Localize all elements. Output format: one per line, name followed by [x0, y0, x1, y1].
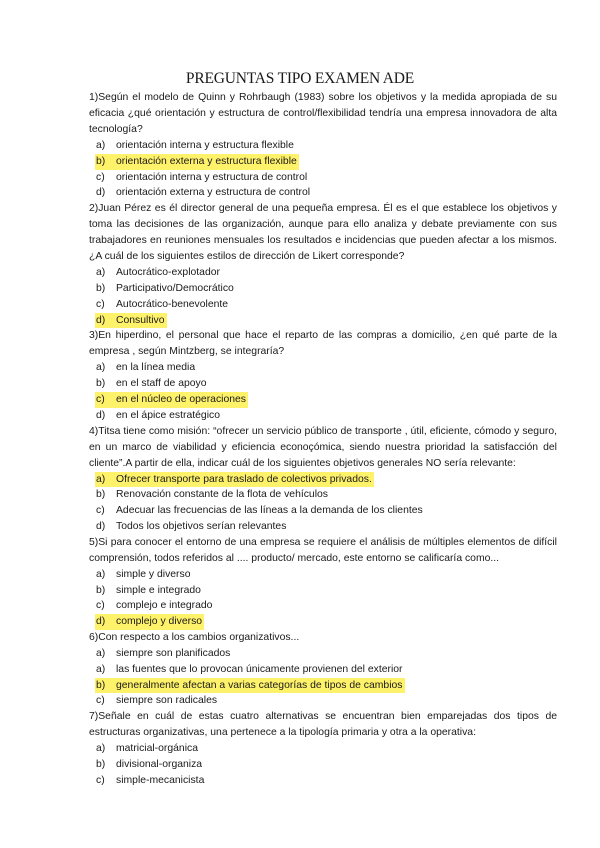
option-text: orientación interna y estructura flexible	[116, 140, 294, 151]
option-letter: d)	[96, 187, 106, 199]
option-text: Autocrático-explotador	[116, 267, 220, 279]
option-text: en el ápice estratégico	[116, 409, 220, 421]
answer-text-wrap	[95, 360, 197, 376]
option-text: en el staff de apoyo	[116, 378, 207, 390]
question-text: 6)Con respecto a los cambios organizativos...	[89, 631, 300, 643]
answer-text-wrap	[95, 185, 312, 201]
option-letter: a)	[96, 362, 106, 374]
option-text: complejo y diverso	[116, 616, 203, 628]
answer-text-wrap	[95, 519, 288, 535]
document-title: PREGUNTAS TIPO EXAMEN ADE	[185, 70, 415, 87]
answer-option	[89, 757, 557, 773]
option-text: orientación externa y estructura de control	[116, 187, 311, 199]
answer-option	[89, 519, 557, 535]
option-text: Ofrecer transporte para traslado de colectivos privados.	[116, 473, 372, 485]
answer-option	[89, 598, 557, 614]
question-block	[89, 328, 557, 423]
option-letter: a)	[96, 473, 106, 485]
question-block	[89, 630, 557, 709]
answer-options	[89, 138, 557, 201]
question-text: 5)Si para conocer el entorno de una empresa se requiere el análisis de múltiples elementos de difícil comprensión, todos referidos al .... producto/ mercado, este entorno se calificaría como...	[89, 536, 557, 564]
answer-option-correct	[89, 614, 557, 630]
answer-option-correct	[89, 392, 557, 408]
answer-text-wrap	[95, 503, 425, 519]
option-text: matricial-orgánica	[116, 743, 198, 755]
option-letter: b)	[96, 489, 106, 501]
option-text: siempre son planificados	[116, 647, 231, 659]
highlighted-answer	[95, 313, 167, 329]
answer-options	[89, 646, 557, 709]
option-text: Adecuar las frecuencias de las líneas a la demanda de los clientes	[116, 505, 423, 517]
answer-text-wrap	[95, 487, 330, 503]
answer-option	[89, 741, 557, 757]
option-text: simple-mecanicista	[116, 774, 205, 786]
question-block	[89, 535, 557, 630]
answer-options	[89, 360, 557, 423]
option-text: generalmente afectan a varias categorías de tipos de cambios	[116, 679, 403, 691]
answer-option	[89, 662, 557, 678]
answer-option	[89, 693, 557, 709]
option-letter: a)	[96, 663, 106, 675]
question-text: 3)En hiperdino, el personal que hace el reparto de las compras a domicilio, ¿en qué parte de la empresa , según Mintzberg, se integraría?	[89, 330, 557, 358]
option-text: Renovación constante de la flota de vehículos	[116, 489, 328, 501]
option-letter: b)	[96, 679, 106, 691]
option-letter: d)	[96, 616, 106, 628]
option-letter: a)	[96, 647, 106, 659]
answer-text-wrap	[95, 693, 219, 709]
option-text: Autocrático-benevolente	[116, 298, 229, 310]
option-text: Todos los objetivos serían relevantes	[116, 520, 287, 532]
answer-option	[89, 376, 557, 392]
question-text: 4)Titsa tiene como misión: “ofrecer un servicio público de transporte , útil, eficiente, cómodo y seguro, en un marco de viabilidad y eficiencia econoçómica, siendo nuestra prioridad la satisfacción del cliente”.A partir de ella, indicar cuál de los siguientes objetivos generales NO sería relevante:	[89, 425, 557, 469]
answer-option	[89, 646, 557, 662]
option-letter: a)	[96, 140, 106, 151]
option-letter: b)	[96, 282, 106, 294]
option-text: en el núcleo de operaciones	[116, 393, 246, 405]
option-letter: a)	[96, 743, 106, 755]
answer-text-wrap	[95, 662, 405, 678]
question-text: 7)Señale en cuál de estas cuatro alternativas se encuentran bien emparejadas dos tipos de estructuras organizativas, una pertenece a la tipología primaria y otra a la operativa:	[89, 711, 557, 739]
answer-options	[89, 265, 557, 328]
option-letter: b)	[96, 155, 106, 167]
question-text: 2)Juan Pérez es él director general de una pequeña empresa. Él es el que establece los objetivos y toma las decisiones de las organización, aunque para ello analiza y debate previamente con sus trabajadores en reuniones mensuales los resultados e incidencias que pueden afectar a los mismos. ¿A cuál de los siguientes estilos de dirección de Likert corresponde?	[89, 203, 557, 263]
question-block	[89, 424, 557, 535]
highlighted-answer	[95, 678, 405, 694]
answer-text-wrap	[95, 598, 214, 614]
answer-text-wrap	[95, 138, 296, 154]
question-list	[89, 90, 557, 789]
answer-option	[89, 281, 557, 297]
answer-option	[89, 360, 557, 376]
question-block	[89, 709, 557, 788]
answer-option	[89, 408, 557, 424]
option-letter: b)	[96, 378, 106, 390]
highlighted-answer	[95, 472, 374, 488]
answer-text-wrap	[95, 583, 203, 599]
answer-options	[89, 472, 557, 535]
question-block	[89, 90, 557, 201]
answer-text-wrap	[95, 741, 200, 757]
answer-text-wrap	[95, 281, 236, 297]
answer-option	[89, 583, 557, 599]
answer-option-correct	[89, 678, 557, 694]
option-letter: c)	[96, 695, 105, 707]
answer-text-wrap	[95, 646, 232, 662]
answer-text-wrap	[95, 408, 222, 424]
option-letter: c)	[96, 298, 105, 310]
option-text: simple e integrado	[116, 584, 201, 596]
answer-text-wrap	[95, 757, 204, 773]
answer-option	[89, 567, 557, 583]
answer-option	[89, 170, 557, 186]
answer-text-wrap	[95, 265, 222, 281]
option-letter: b)	[96, 758, 106, 770]
answer-options	[89, 567, 557, 630]
answer-option	[89, 185, 557, 201]
option-letter: c)	[96, 393, 105, 405]
answer-option-correct	[89, 154, 557, 170]
highlighted-answer	[95, 614, 204, 630]
option-letter: c)	[96, 600, 105, 612]
answer-option	[89, 503, 557, 519]
option-text: las fuentes que lo provocan únicamente provienen del exterior	[116, 663, 403, 675]
option-text: simple y diverso	[116, 568, 191, 580]
option-text: orientación interna y estructura de control	[116, 171, 308, 183]
answer-option-correct	[89, 472, 557, 488]
highlighted-answer	[95, 154, 299, 170]
option-letter: a)	[96, 568, 106, 580]
option-letter: b)	[96, 584, 106, 596]
answer-text-wrap	[95, 773, 206, 789]
answer-option	[89, 487, 557, 503]
option-text: siempre son radicales	[116, 695, 218, 707]
answer-option	[89, 773, 557, 789]
option-letter: d)	[96, 409, 106, 421]
question-block	[89, 201, 557, 328]
highlighted-answer	[95, 392, 248, 408]
option-text: en la línea media	[116, 362, 196, 374]
option-letter: c)	[96, 171, 105, 183]
option-letter: d)	[96, 314, 106, 326]
option-text: complejo e integrado	[116, 600, 213, 612]
answer-option-correct	[89, 313, 557, 329]
option-letter: c)	[96, 505, 105, 517]
answer-text-wrap	[95, 567, 193, 583]
answer-text-wrap	[95, 297, 230, 313]
answer-option	[89, 297, 557, 313]
answer-option	[89, 138, 557, 154]
option-letter: a)	[96, 267, 106, 279]
option-text: orientación externa y estructura flexible	[116, 155, 297, 167]
answer-option	[89, 265, 557, 281]
question-text: 1)Según el modelo de Quinn y Rohrbaugh (1983) sobre los objetivos y la medida apropiada de su eficacia ¿qué orientación y estructura de control/flexibilidad tendría una empresa innovadora de alta tecnología?	[89, 92, 557, 135]
option-text: Participativo/Democrático	[116, 282, 234, 294]
answer-text-wrap	[95, 376, 209, 392]
option-text: Consultivo	[116, 314, 165, 326]
option-text: divisional-organiza	[116, 758, 203, 770]
option-letter: c)	[96, 774, 105, 786]
option-letter: d)	[96, 520, 106, 532]
answer-text-wrap	[95, 170, 309, 186]
answer-options	[89, 741, 557, 788]
